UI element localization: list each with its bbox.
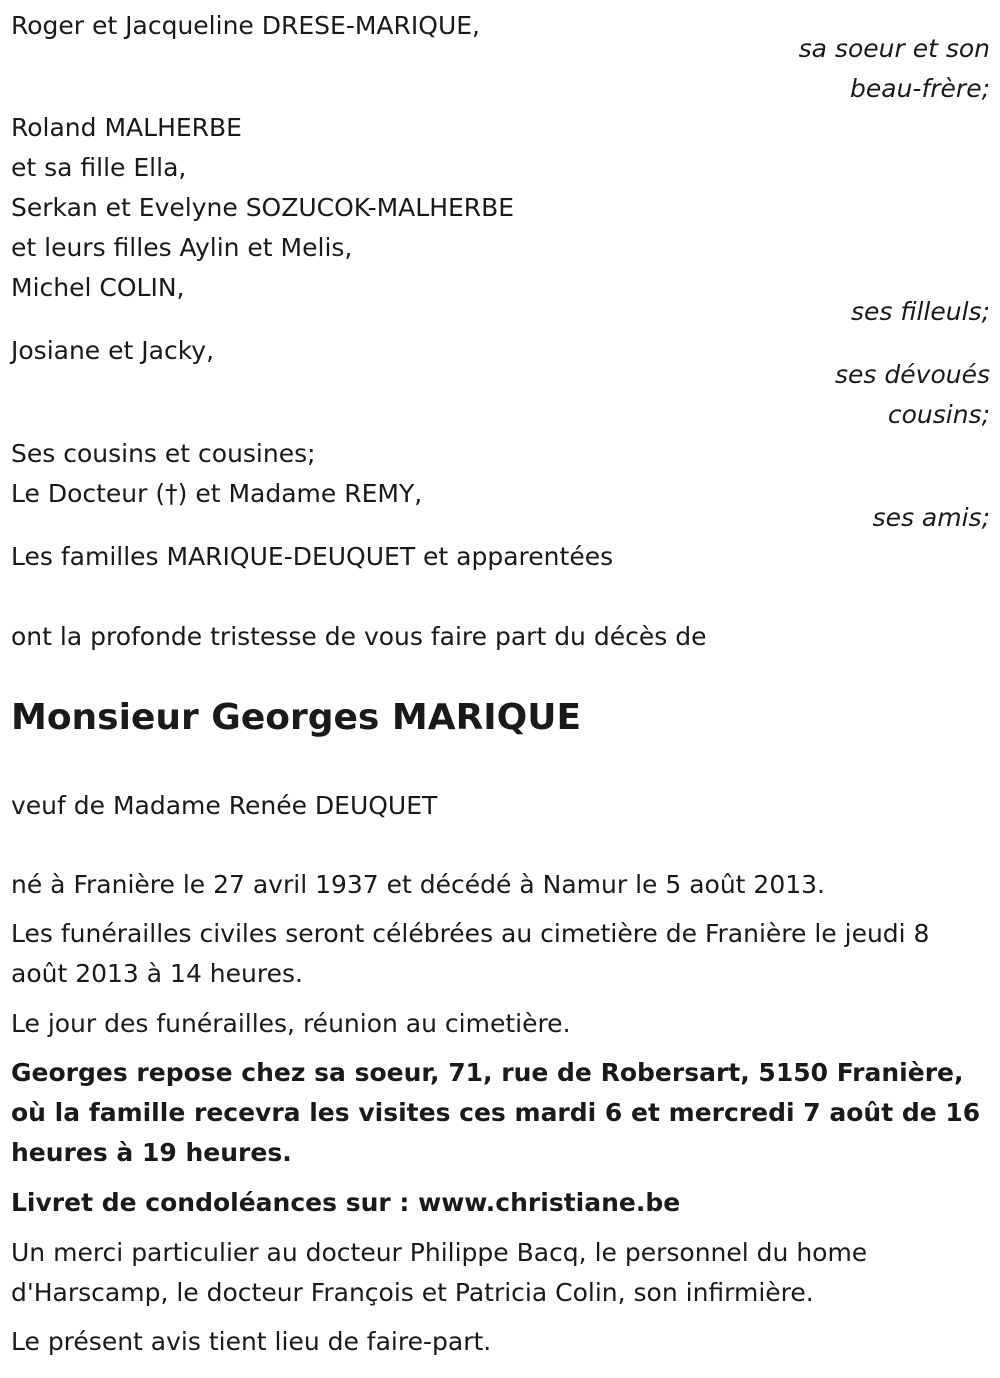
notice-text: Le présent avis tient lieu de faire-part.: [11, 1327, 492, 1356]
mourner-line: Les familles MARIQUE-DEUQUET et apparentées: [11, 542, 614, 571]
deceased-name: Monsieur Georges MARIQUE: [11, 697, 582, 738]
mourner-line: Roger et Jacqueline DRESE-MARIQUE,: [11, 11, 480, 40]
mourner-line: Serkan et Evelyne SOZUCOK-MALHERBE: [11, 193, 515, 222]
relation-label: ses dévoués: [835, 360, 990, 389]
relation-label: ses filleuls;: [850, 297, 990, 326]
announcement-text: ont la profonde tristesse de vous faire part du décès de: [11, 622, 707, 651]
birth-death-text: né à Franière le 27 avril 1937 et décédé à Namur le 5 août 2013.: [11, 870, 825, 899]
mourner-line: Ses cousins et cousines;: [11, 439, 316, 468]
widower-of-text: veuf de Madame Renée DEUQUET: [11, 791, 438, 820]
mourner-line: Roland MALHERBE: [11, 113, 242, 142]
funeral-text: Les funérailles civiles seront célébrées au cimetière de Franière le jeudi 8 août 2013 à 14 heures.: [11, 919, 930, 988]
mourner-line: Josiane et Jacky,: [11, 336, 215, 365]
relation-label: cousins;: [887, 400, 990, 429]
meeting-text: Le jour des funérailles, réunion au cimetière.: [11, 1009, 571, 1038]
condolences-text: Livret de condoléances sur : www.christiane.be: [11, 1188, 681, 1217]
relation-label: beau-frère;: [850, 74, 990, 103]
relation-label: sa soeur et son: [798, 34, 990, 63]
visitation-text: Georges repose chez sa soeur, 71, rue de Robersart, 5150 Franière, où la famille recevra les visites ces mardi 6 et mercredi 7 août de 16 heures à 19 heures.: [11, 1058, 981, 1167]
mourner-line: et sa fille Ella,: [11, 153, 187, 182]
mourner-line: Michel COLIN,: [11, 273, 185, 302]
mourner-line: et leurs filles Aylin et Melis,: [11, 233, 353, 262]
relation-label: ses amis;: [872, 503, 990, 532]
mourner-line: Le Docteur (†) et Madame REMY,: [11, 479, 423, 508]
thanks-text: Un merci particulier au docteur Philippe Bacq, le personnel du home d'Harscamp, le docteur François et Patricia Colin, son infirmière.: [11, 1238, 868, 1307]
